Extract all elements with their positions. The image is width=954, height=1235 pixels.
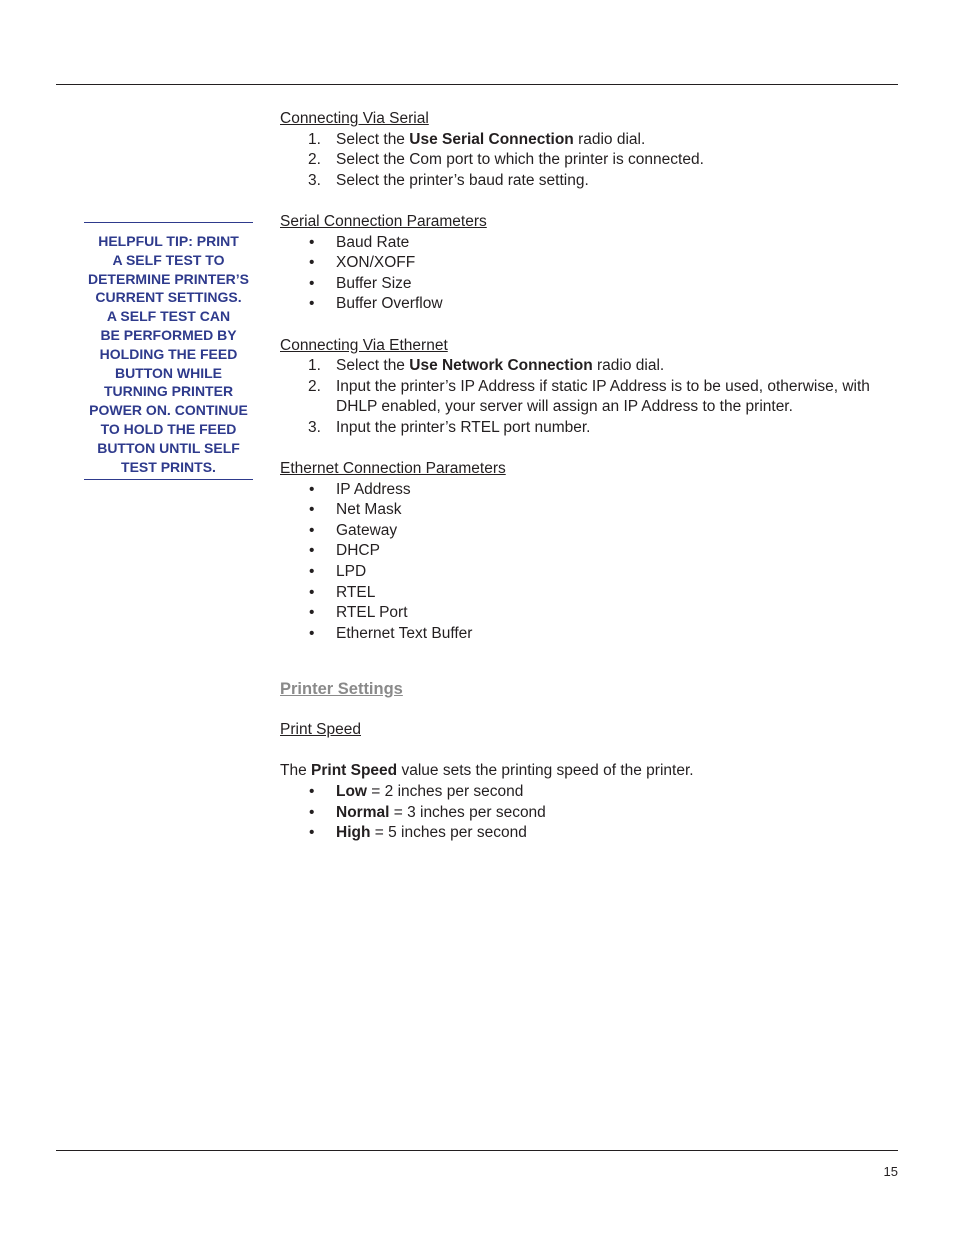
list-item bbox=[280, 356, 898, 377]
bullet: • bbox=[309, 624, 315, 642]
print-speed-heading: Print Speed bbox=[280, 721, 361, 739]
speed-name: Low bbox=[336, 783, 367, 800]
list-item bbox=[280, 803, 898, 824]
tip-line: CURRENT SETTINGS. bbox=[95, 289, 242, 306]
list-item bbox=[280, 521, 898, 542]
step-number: 3. bbox=[308, 418, 321, 436]
bullet: • bbox=[309, 583, 315, 601]
list-item bbox=[280, 150, 898, 171]
list-item-text: DHCP bbox=[336, 542, 380, 560]
page-number: 15 bbox=[883, 1164, 898, 1179]
tip-line: TO HOLD THE FEED bbox=[100, 420, 237, 437]
list-item bbox=[280, 253, 898, 274]
speed-value: = 3 inches per second bbox=[389, 803, 546, 821]
list-item-text: Buffer Overflow bbox=[336, 295, 443, 313]
main-content bbox=[280, 109, 898, 844]
step-text: radio dial. bbox=[592, 357, 665, 375]
step-text: Input the printer’s IP Address if static IP Address is to be used, otherwise, with DHLP enabled, your server will assign an IP Address to the printer. bbox=[336, 377, 870, 416]
ethernet-params-list bbox=[280, 480, 898, 645]
serial-params-list bbox=[280, 233, 898, 315]
list-item bbox=[280, 603, 898, 624]
tip-line: BUTTON WHILE bbox=[114, 364, 223, 381]
list-item-text: LPD bbox=[336, 563, 367, 581]
bullet: • bbox=[309, 254, 315, 272]
bullet: • bbox=[309, 233, 315, 251]
bullet: • bbox=[309, 274, 315, 292]
list-item bbox=[280, 171, 898, 192]
print-speed-intro bbox=[280, 761, 898, 782]
list-item bbox=[280, 480, 898, 501]
list-item-text: Buffer Size bbox=[336, 274, 412, 292]
tip-line: A SELF TEST TO bbox=[112, 251, 225, 268]
ethernet-steps bbox=[280, 356, 898, 438]
tip-line: DETERMINE PRINTER’S bbox=[87, 270, 249, 287]
list-item-text: XON/XOFF bbox=[336, 254, 416, 272]
bullet: • bbox=[309, 521, 315, 539]
bullet: • bbox=[309, 563, 315, 581]
serial-heading: Connecting Via Serial bbox=[280, 110, 429, 127]
list-item bbox=[280, 823, 898, 844]
step-text: radio dial. bbox=[573, 130, 646, 148]
tip-line: A SELF TEST CAN bbox=[106, 308, 231, 325]
step-number: 1. bbox=[308, 130, 321, 148]
bullet: • bbox=[309, 783, 315, 800]
tip-line: TURNING PRINTER bbox=[103, 383, 234, 400]
bottom-rule bbox=[56, 1150, 898, 1151]
list-item bbox=[280, 500, 898, 521]
printer-settings-title: Printer Settings bbox=[280, 680, 403, 699]
ethernet-params-heading: Ethernet Connection Parameters bbox=[280, 460, 506, 478]
intro-bold: Print Speed bbox=[311, 762, 398, 780]
step-text: Select the bbox=[336, 130, 410, 148]
step-number: 2. bbox=[308, 377, 321, 395]
list-item bbox=[280, 274, 898, 295]
list-item bbox=[280, 782, 898, 803]
step-bold: Use Serial Connection bbox=[409, 130, 574, 148]
helpful-tip-sidebar bbox=[84, 222, 253, 480]
list-item-text: Baud Rate bbox=[336, 233, 410, 251]
step-text: Select the Com port to which the printer is connected. bbox=[336, 151, 704, 169]
bullet: • bbox=[309, 604, 315, 622]
serial-params-heading: Serial Connection Parameters bbox=[280, 212, 487, 230]
list-item bbox=[280, 233, 898, 254]
list-item-text: Net Mask bbox=[336, 501, 402, 519]
list-item-text: Gateway bbox=[336, 521, 398, 539]
tip-line: HELPFUL TIP: PRINT bbox=[98, 233, 239, 249]
print-speed-list bbox=[280, 782, 898, 844]
step-text: Select the printer’s baud rate setting. bbox=[336, 171, 589, 189]
serial-steps bbox=[280, 130, 898, 192]
bullet: • bbox=[309, 295, 315, 313]
step-number: 3. bbox=[308, 171, 321, 189]
list-item bbox=[280, 377, 898, 418]
list-item bbox=[280, 418, 898, 439]
step-bold: Use Network Connection bbox=[409, 357, 593, 375]
bullet: • bbox=[309, 480, 315, 498]
bullet: • bbox=[309, 542, 315, 560]
ethernet-heading: Connecting Via Ethernet bbox=[280, 336, 448, 354]
list-item-text: Ethernet Text Buffer bbox=[336, 624, 473, 642]
list-item bbox=[280, 541, 898, 562]
step-number: 2. bbox=[308, 151, 321, 169]
bullet: • bbox=[309, 501, 315, 519]
step-text: Input the printer’s RTEL port number. bbox=[336, 418, 591, 436]
list-item bbox=[280, 294, 898, 315]
speed-value: = 5 inches per second bbox=[370, 824, 527, 842]
speed-name: High bbox=[336, 824, 371, 842]
list-item bbox=[280, 583, 898, 604]
intro-text: The bbox=[280, 762, 312, 780]
list-item bbox=[280, 130, 898, 151]
top-rule bbox=[56, 84, 898, 85]
bullet: • bbox=[309, 803, 315, 821]
bullet: • bbox=[309, 824, 315, 842]
speed-name: Normal bbox=[336, 803, 390, 821]
list-item bbox=[280, 562, 898, 583]
list-item-text: RTEL bbox=[336, 583, 376, 601]
list-item bbox=[280, 624, 898, 645]
intro-text: value sets the printing speed of the printer. bbox=[397, 762, 694, 780]
tip-line: BE PERFORMED BY bbox=[100, 326, 237, 343]
tip-line: BUTTON UNTIL SELF bbox=[97, 439, 240, 456]
tip-line: POWER ON. CONTINUE bbox=[89, 402, 248, 419]
step-number: 1. bbox=[308, 357, 321, 375]
tip-line: TEST PRINTS. bbox=[121, 458, 216, 475]
tip-line: HOLDING THE FEED bbox=[99, 345, 238, 362]
list-item-text: RTEL Port bbox=[336, 604, 408, 622]
speed-value: = 2 inches per second bbox=[367, 783, 524, 800]
list-item-text: IP Address bbox=[336, 480, 411, 498]
step-text: Select the bbox=[336, 357, 410, 375]
